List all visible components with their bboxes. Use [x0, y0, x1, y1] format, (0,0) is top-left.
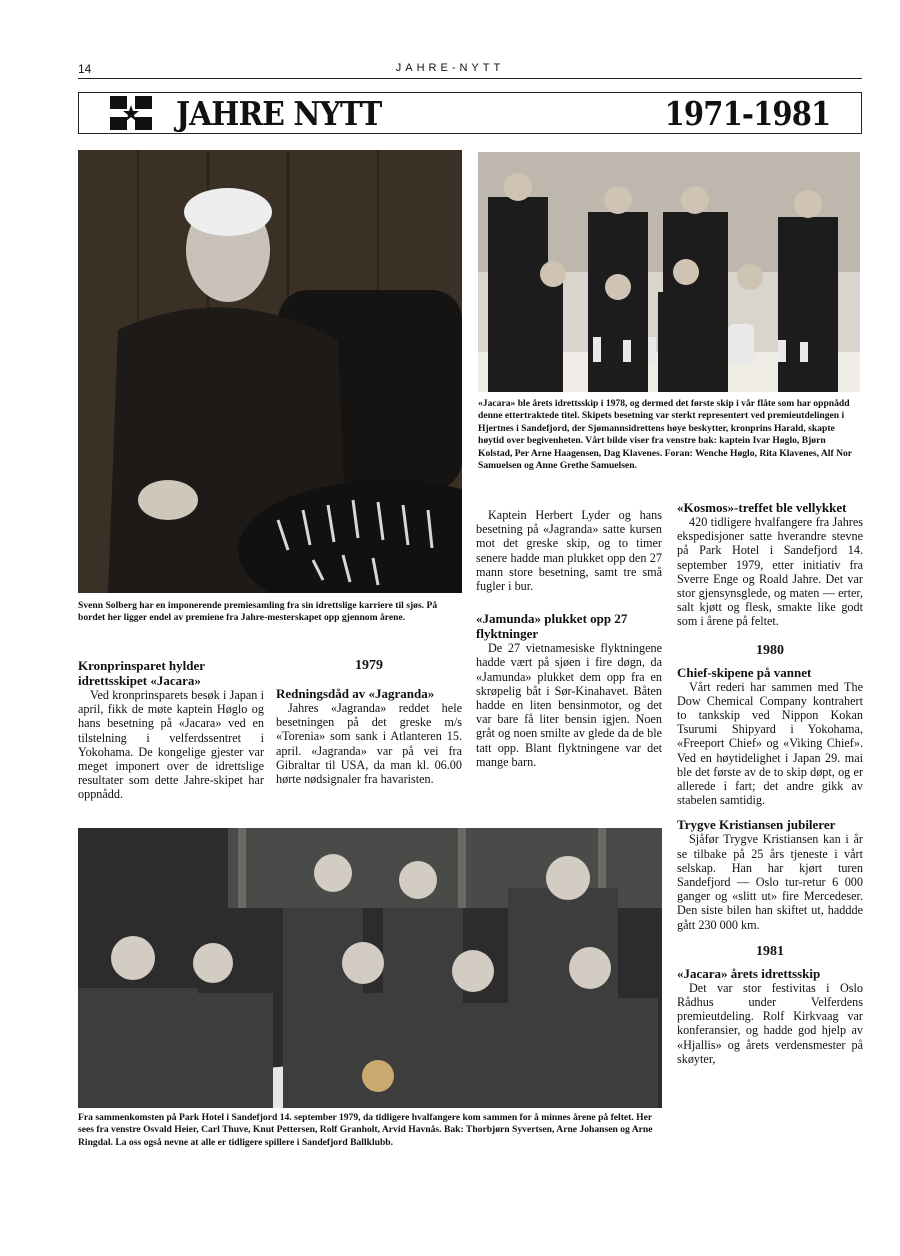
caption-park-hotel: Fra sammenkomsten på Park Hotel i Sandefjord 14. september 1979, da tidligere hvalfangere kom sammen for å minnes årene på feltet. Her sees fra venstre Osvald Heier, Carl Thuve, Knut Pettersen, Rolf Granholt, Arvid Havnås. Bak: Thorbjørn Syvertsen, Arne Johansen og Arne Ringdal. La oss også nevne at alle er tidligere spillere i Sandefjord Ballklubb. [78, 1112, 653, 1148]
headline-jacara-1981: «Jacara» årets idrettsskip [677, 965, 821, 981]
photo-park-hotel-group [78, 828, 662, 1108]
caption-jacara: «Jacara» ble årets idrettsskip i 1978, og dermed det første skip i vår flåte som har oppnådd denne ettertraktede titel. Skipets besetning var sterkt representert ved premieutdelingen i Hjertnes i Sandefjord, der Sjømannsidrettens høye beskytter, kronprins Harald, skapte høytid over begivenheten. Vårt bilde viser fra venstre bak: kaptein Ivar Høglo, Bjørn Kolstad, Per Arne Haagensen, Dag Klavenes. Foran: Wenche Høglo, Rita Klavenes, Alf Nor Samuelsen og Anne Grethe Samuelsen. [478, 398, 852, 472]
article-kosmos-body: 420 tidligere hvalfangere fra Jahres ekspedisjoner satte hverandre stevne på Park Hotel i Sandefjord 14. september 1979, etter initiativ fra Sverre Enge og Roald Jahre. Det var stor gjensynsglede, og maten — erter, salt kjøtt og flesk, smakte like godt som i årene på feltet. [677, 515, 863, 629]
headline-chief: Chief-skipene på vannet [677, 664, 812, 680]
photo-svenn-solberg [78, 150, 462, 593]
year-heading-1981: 1981 [756, 943, 784, 959]
headline-redningsdad: Redningsdåd av «Jagranda» [276, 686, 435, 701]
header-rule [78, 78, 862, 79]
headline-kosmos: «Kosmos»-treffet ble vellykket [677, 500, 847, 515]
cross-star-logo-icon [110, 96, 152, 130]
year-heading-1979: 1979 [355, 658, 383, 673]
page-number: 14 [78, 62, 92, 76]
article-trygve-body: Sjåfør Trygve Kristiansen kan i år se tilbake på 25 års tjeneste i vårt selskap. Han har kjørt turen Sandefjord — Oslo tur-retur 6 000 ganger og «slitt ut» fire Mercedeser. Den siste bilen han skiftet ut, haddde gått 230 000 km. [677, 832, 863, 932]
headline-jamunda: «Jamunda» plukket opp 27 flyktninger [476, 611, 628, 642]
photo-jacara-crew [478, 152, 860, 392]
running-title: JAHRE-NYTT [395, 62, 505, 74]
year-heading-1980: 1980 [756, 642, 784, 658]
article-lyder-body: Kaptein Herbert Lyder og hans besetning på «Jagranda» satte kursen mot det greske skip, og to timer senere hadde man plukket opp den 27 mann store besetning, samt tre små fugler i bur. [476, 508, 662, 594]
article-jacara-1981-body: Det var stor festivitas i Oslo Rådhus under Velferdens premieutdeling. Rolf Kirkvaag var konferansier, og hadde god hjelp av «Hjallis» og årets verdensmester på skøyter, [677, 980, 863, 1066]
article-chief-body: Vårt rederi har sammen med The Dow Chemical Company kontrahert to tankskip ved Nippon Kokan Tsurumi Shipyard i Yokohama, «Freeport Chief» og «Viking Chief». Ved en høytidelighet i Japan 29. mai ble det første av de to skip døpt, og er allerede i fart; det andre gikk av stabelen samtidig. [677, 679, 863, 808]
masthead-years: 1971-1981 [664, 94, 830, 133]
masthead-title: JAHRE NYTT [176, 94, 382, 133]
headline-trygve: Trygve Kristiansen jubilerer [677, 817, 836, 833]
article-redningsdad-body: Jahres «Jagranda» reddet hele besetningen på det greske m/s «Torenia» som sank i Atlanteren 15. april. «Jagranda» var på vei fra Gibraltar til USA, da man kl. 06.00 hørte nødsignaler fra havaristen. [276, 701, 462, 787]
article-jamunda-body: De 27 vietnamesiske flyktningene hadde vært på sjøen i fire døgn, da «Jamunda» plukket dem opp fra en skrøpelig båt i Sør-Kinahavet. Båten hadde en liten bensinmotor, og det var bare få liter bensin igjen. Noen gråt og noen smilte av glede da de ble tatt opp. Blant flyktningene var det mange barn. [476, 641, 662, 769]
article-kronprinsparet-body: Ved kronprinsparets besøk i Japan i april, fikk de møte kaptein Høglo og hans besetning på «Jacara» ved en tilstelning i velferdssentret i Yokohama. De kongelige gjester var meget imponert over de idrettslige resultater som dette Jahre-skipet har oppnådd. [78, 688, 264, 802]
caption-solberg: Svenn Solberg har en imponerende premiesamling fra sin idrettslige karriere til sjøs. På bordet her ligger endel av premiene fra Jahre-mesterskapet opp gjennom årene. [78, 600, 438, 624]
headline-kronprinsparet: Kronprinsparet hylder idrettsskipet «Jacara» [78, 658, 205, 688]
